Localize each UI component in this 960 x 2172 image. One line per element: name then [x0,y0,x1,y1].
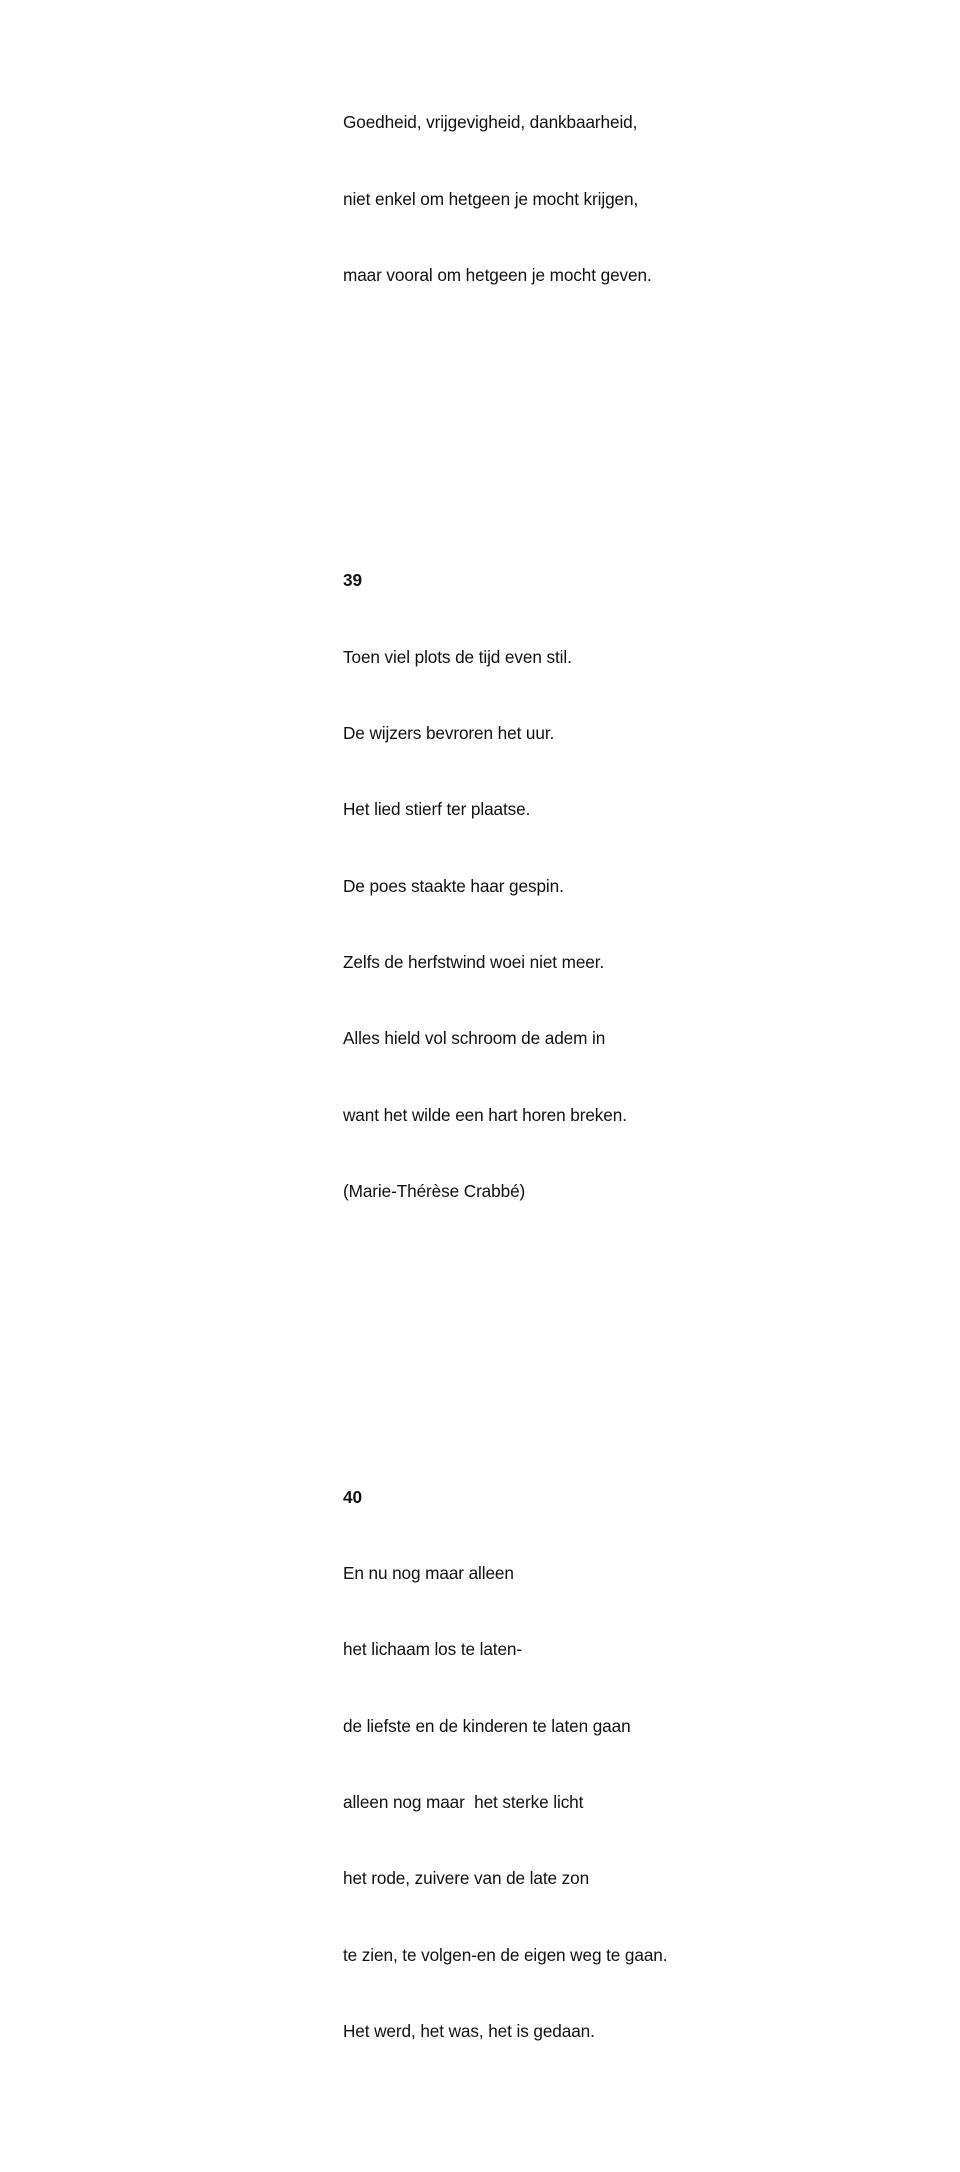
poem-line: De poes staakte haar gespin. [343,875,564,896]
poem-line: Het lied stierf ter plaatse. [343,799,531,820]
poem-line: Het werd, het was, het is gedaan. [343,2020,595,2041]
poem-line: alleen nog maar het sterke licht [343,1791,584,1812]
poem-line: Alles hield vol schroom de adem in [343,1028,606,1049]
poem-line: te zien, te volgen-en de eigen weg te gaan. [343,1944,668,1965]
poem-line: want het wilde een hart horen breken. [343,1104,627,1125]
poem-line: het rode, zuivere van de late zon [343,1868,590,1889]
poem-author: (Marie-Thérèse Crabbé) [343,1181,526,1202]
poem-line: niet enkel om hetgeen je mocht krijgen, [343,188,639,209]
poem-number: 40 [343,1486,362,1507]
spacer [343,1332,667,1357]
poem-line: Zelfs de herfstwind woei niet meer. [343,952,605,973]
poem-line: Toen viel plots de tijd even stil. [343,646,572,667]
spacer [343,416,667,441]
poem-line: En nu nog maar alleen [343,1562,514,1583]
poem-line: De wijzers bevroren het uur. [343,723,555,744]
poem-fragment-previous [343,59,667,339]
poem-39 [343,517,667,1255]
poem-line: het lichaam los te laten- [343,1639,523,1660]
poem-number: 39 [343,570,362,591]
document-text [343,0,667,2172]
poem-line: maar vooral om hetgeen je mocht geven. [343,264,652,285]
poem-line: de liefste en de kinderen te laten gaan [343,1715,631,1736]
poem-line: Goedheid, vrijgevigheid, dankbaarheid, [343,112,638,133]
poem-40 [343,1434,667,2096]
